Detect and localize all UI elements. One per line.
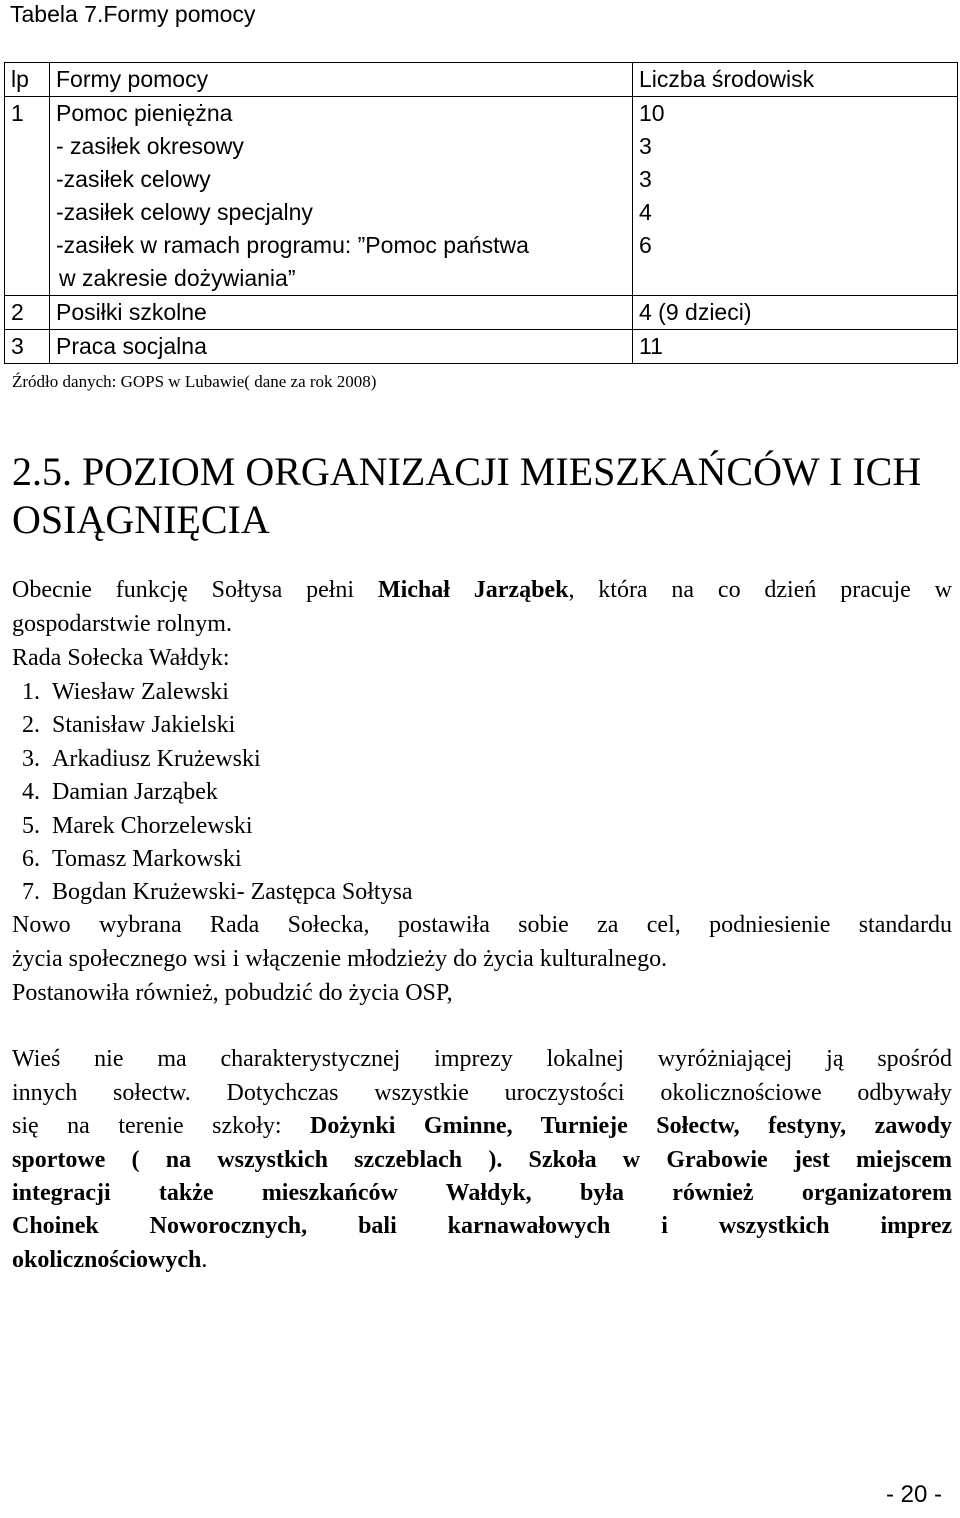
- list-item: [12, 810, 413, 843]
- member-name: Stanisław Jakielski: [52, 712, 236, 739]
- count-value: 3: [639, 166, 652, 192]
- events-highlight: Choinek Noworocznych, bali karnawałowych i wszystkich imprez: [12, 1213, 952, 1239]
- form-line: -zasiłek celowy: [56, 166, 211, 192]
- events-highlight: sportowe ( na wszystkich szczeblach ). Szkoła w Grabowie jest miejscem: [12, 1147, 952, 1173]
- table-header-row: [5, 63, 958, 97]
- form-line: Pomoc pieniężna: [56, 100, 233, 126]
- list-number: 4.: [22, 779, 40, 806]
- intro-line-1: [12, 574, 952, 608]
- goals-line-3: Postanowiła również, pobudzić do życia OSP,: [12, 980, 453, 1006]
- table-caption: Tabela 7.Formy pomocy: [10, 1, 256, 27]
- member-name: Damian Jarząbek: [52, 779, 218, 806]
- section-heading: 2.5. POZIOM ORGANIZACJI MIESZKAŃCÓW I ICH OSIĄGNIĘCIA: [12, 449, 922, 542]
- member-name: Marek Chorzelewski: [52, 812, 253, 839]
- list-item: [12, 843, 413, 876]
- events-line-7: [12, 1244, 952, 1278]
- council-members-list: [12, 676, 413, 910]
- events-highlight: okolicznościowych: [12, 1247, 202, 1273]
- row-lp: 2: [5, 296, 50, 330]
- list-number: 3.: [22, 745, 40, 772]
- events-line-4: [12, 1144, 952, 1178]
- row-count: [633, 97, 958, 296]
- member-name: Bogdan Krużewski- Zastępca Sołtysa: [52, 879, 413, 906]
- events-text: się na terenie szkoły:: [12, 1113, 311, 1139]
- events-line-6: [12, 1210, 952, 1244]
- goals-line-1: Nowo wybrana Rada Sołecka, postawiła sobie za cel, podniesienie standardu: [12, 912, 952, 938]
- member-name: Arkadiusz Krużewski: [52, 745, 261, 772]
- row-form: Posiłki szkolne: [50, 296, 633, 330]
- goals-line-2: życia społecznego wsi i włączenie młodzieży do życia kulturalnego.: [12, 946, 668, 972]
- count-value: 10: [639, 100, 665, 126]
- count-value: 6: [639, 232, 652, 258]
- list-number: 6.: [22, 846, 40, 873]
- source-note: Źródło danych: GOPS w Lubawie( dane za rok 2008): [12, 372, 377, 391]
- row-lp: 3: [5, 330, 50, 364]
- events-highlight: Dożynki Gminne, Turnieje Sołectw, festyny, zawody: [310, 1113, 953, 1139]
- mayor-name: Michał Jarząbek: [377, 577, 569, 603]
- list-number: 2.: [22, 712, 40, 739]
- form-line: -zasiłek w ramach programu: ”Pomoc państwa: [56, 232, 529, 258]
- header-count: Liczba środowisk: [633, 63, 958, 97]
- header-form: Formy pomocy: [50, 63, 633, 97]
- header-lp: lp: [5, 63, 50, 97]
- count-value: 4: [639, 199, 652, 225]
- events-line-3: [12, 1110, 952, 1144]
- list-number: 5.: [22, 812, 40, 839]
- council-label: Rada Sołecka Wałdyk:: [12, 645, 230, 671]
- list-number: 1.: [22, 679, 40, 705]
- list-item: [12, 709, 413, 742]
- form-line: w zakresie dożywiania”: [59, 265, 296, 291]
- events-line-2: innych sołectw. Dotychczas wszystkie uroczystości okolicznościowe odbywały: [12, 1080, 952, 1106]
- member-name: Tomasz Markowski: [52, 846, 242, 873]
- form-line: -zasiłek celowy specjalny: [56, 199, 313, 225]
- row-count: 11: [633, 330, 958, 364]
- table-row: [5, 97, 958, 296]
- events-highlight: integracji także mieszkańców Wałdyk, była również organizatorem: [12, 1180, 952, 1206]
- intro-text-before: Obecnie funkcję Sołtysa pełni: [12, 577, 378, 603]
- form-line: - zasiłek okresowy: [56, 133, 244, 159]
- row-lp: 1: [5, 97, 50, 296]
- list-item: [12, 743, 413, 776]
- count-value: 3: [639, 133, 652, 159]
- row-form: [50, 97, 633, 296]
- intro-line-2: gospodarstwie rolnym.: [12, 611, 232, 637]
- row-form: Praca socjalna: [50, 330, 633, 364]
- list-item: [12, 676, 413, 709]
- events-text: .: [201, 1247, 208, 1273]
- aid-forms-table: [4, 62, 958, 364]
- intro-text-after: , która na co dzień pracuje w: [568, 577, 953, 603]
- events-line-5: [12, 1177, 952, 1211]
- table-row: [5, 330, 958, 364]
- events-line-1: Wieś nie ma charakterystycznej imprezy lokalnej wyróżniającej ją spośród: [12, 1046, 952, 1072]
- row-count: 4 (9 dzieci): [633, 296, 958, 330]
- table-row: [5, 296, 958, 330]
- member-name: Wiesław Zalewski: [52, 679, 229, 705]
- page-number: - 20 -: [885, 1481, 942, 1508]
- list-item: [12, 876, 413, 909]
- list-number: 7.: [22, 879, 40, 906]
- list-item: [12, 776, 413, 809]
